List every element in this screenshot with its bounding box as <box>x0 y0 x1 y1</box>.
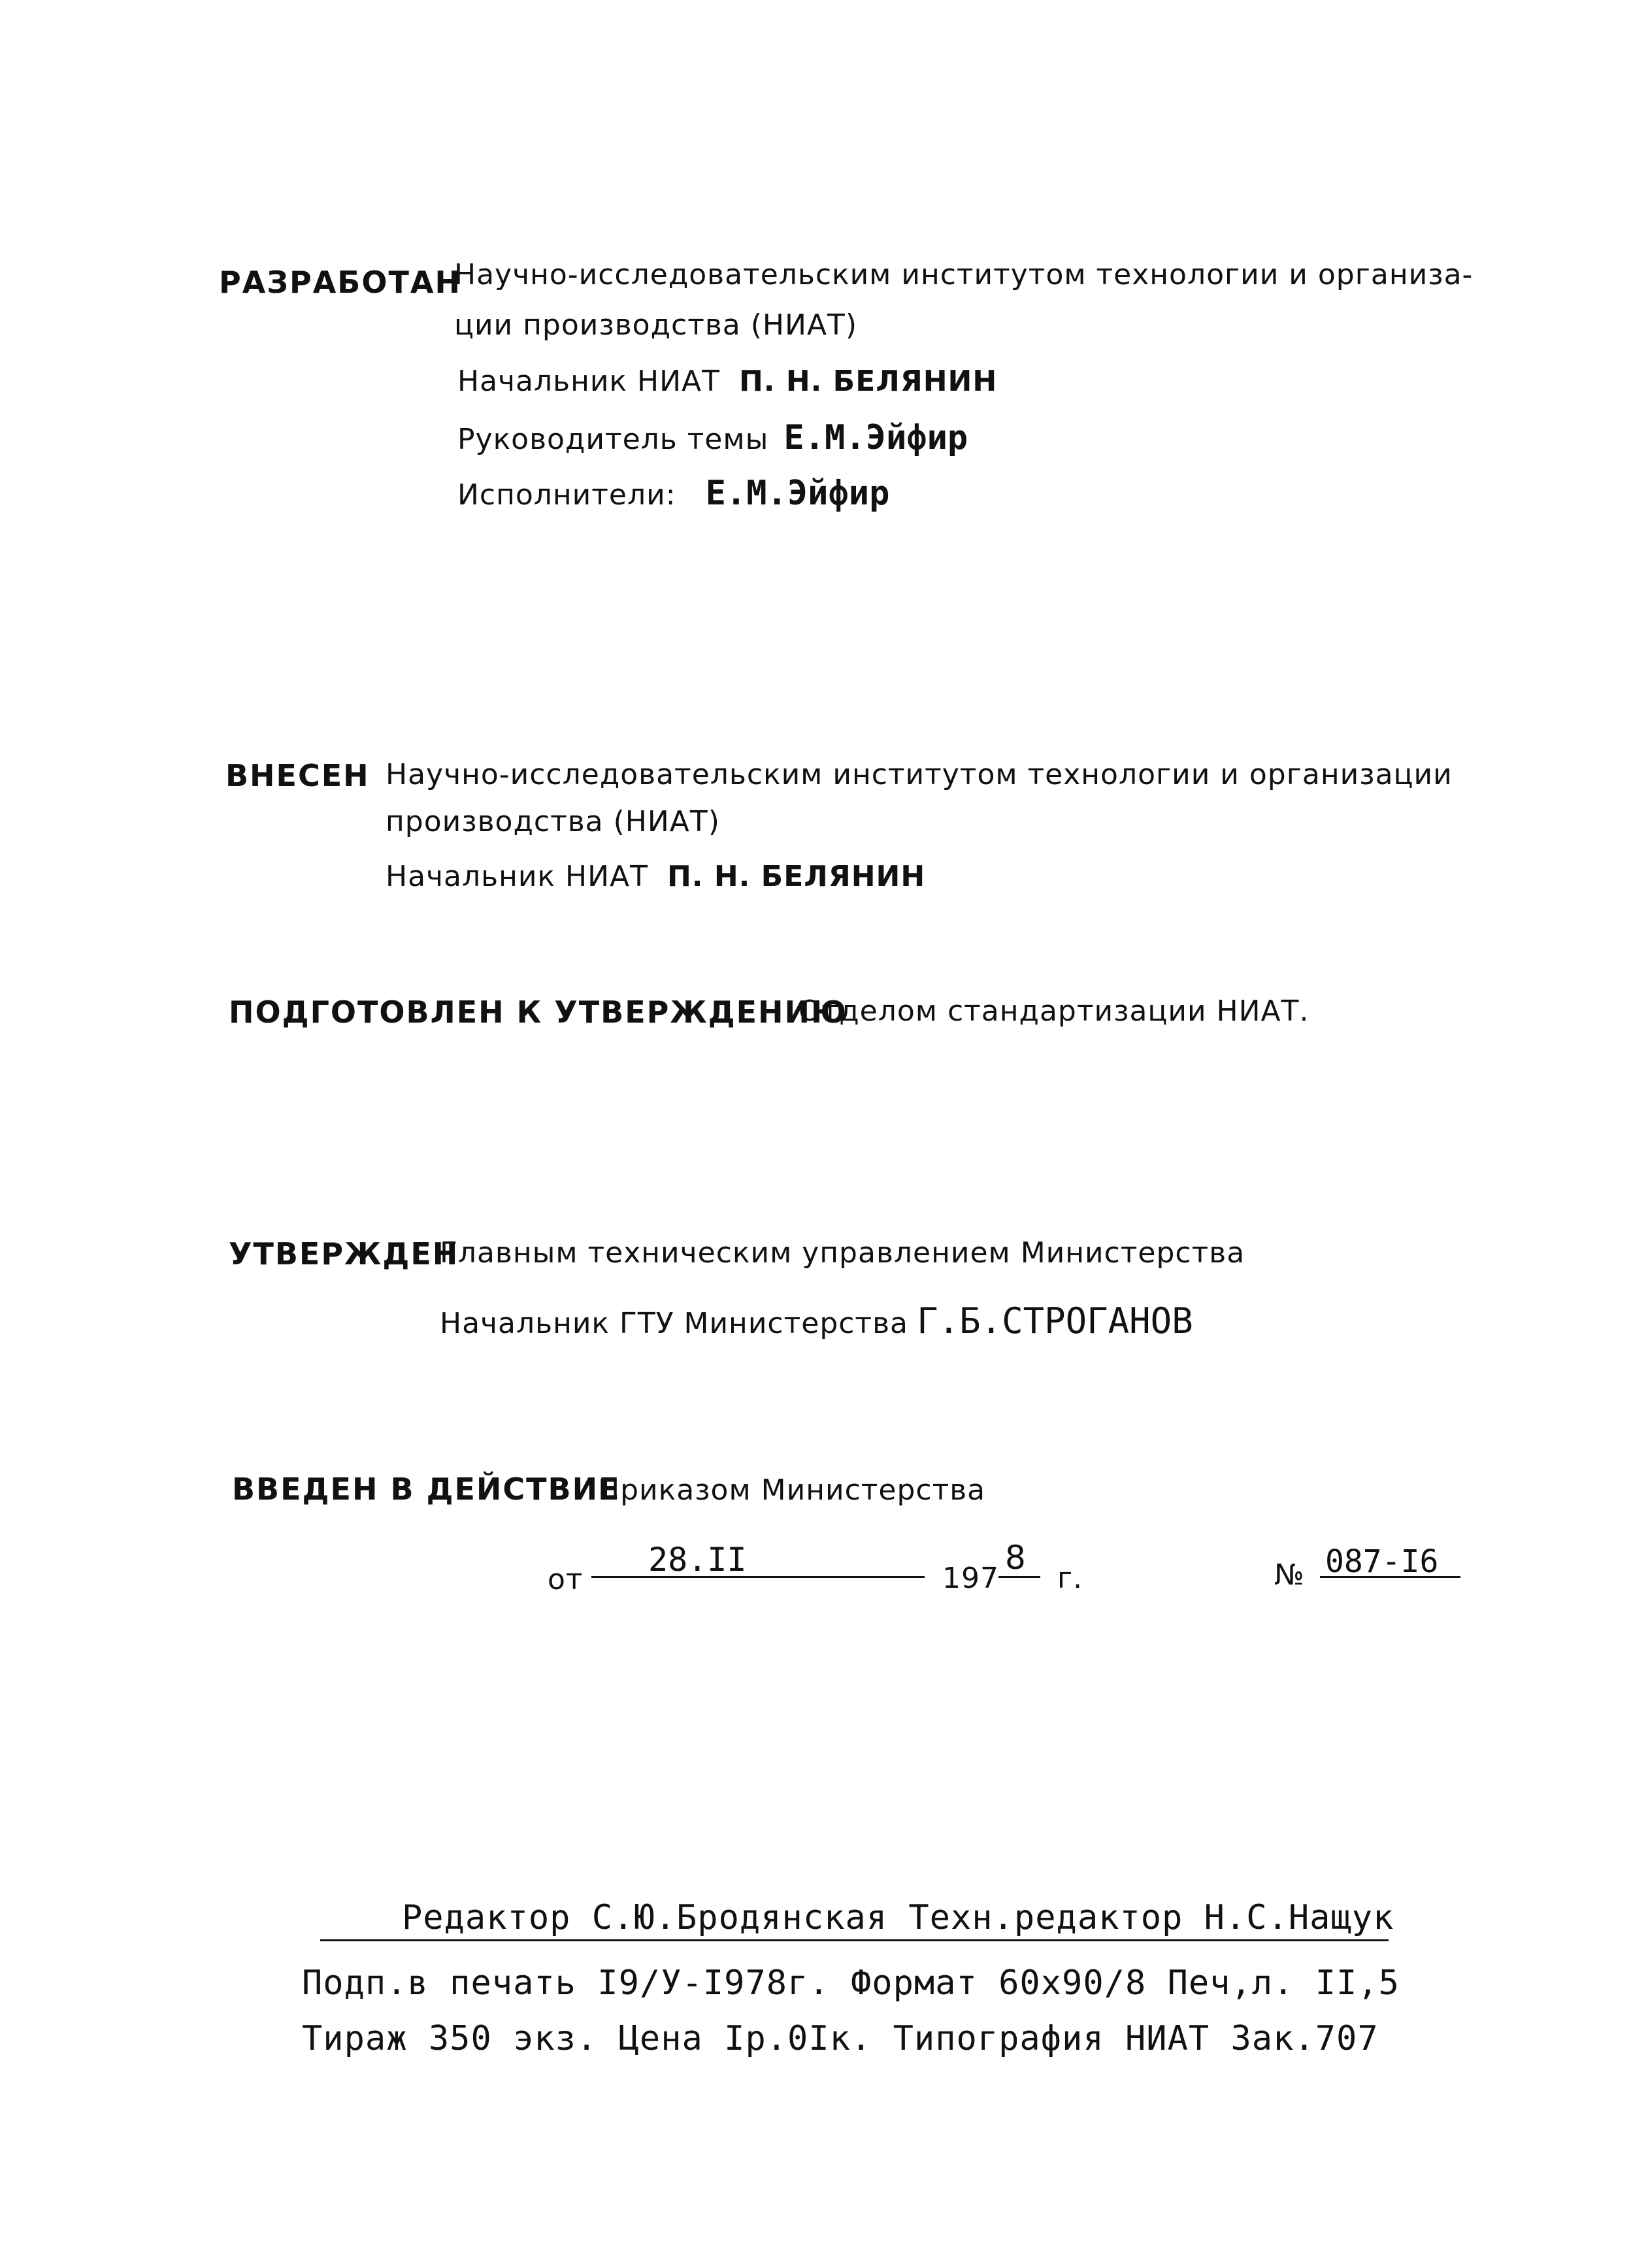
vnesen-line-1: Научно-исследовательским институтом технологии и организации <box>386 758 1453 791</box>
vveden-heading: ВВЕДЕН В ДЕЙСТВИЕ <box>232 1471 621 1507</box>
print-details-line: Подп.в печать I9/У-I978г. Формат 60х90/8 Печ,л. II,5 <box>302 1964 1400 2003</box>
lead-label: Руководитель темы <box>457 423 769 456</box>
year-digit: 8 <box>1005 1539 1027 1577</box>
date-value: 28.II <box>648 1541 747 1579</box>
executors-label: Исполнители: <box>457 478 676 512</box>
vnesen-heading: ВНЕСЕН <box>225 758 370 793</box>
chief-label: Начальник ГТУ Министерства <box>440 1307 908 1340</box>
razrabotan-lead <box>457 418 968 457</box>
utverzhden-chief <box>440 1300 1193 1341</box>
razrabotan-heading: РАЗРАБОТАН <box>219 265 461 300</box>
number-value: 087-I6 <box>1325 1543 1439 1580</box>
year-suffix: г. <box>1057 1562 1083 1595</box>
utverzhden-text: Главным техническим управлением Министерства <box>440 1236 1245 1270</box>
utverzhden-heading: УТВЕРЖДЕН <box>229 1236 459 1272</box>
chief-name: Г.Б.СТРОГАНОВ <box>917 1300 1193 1341</box>
vnesen-line-2: производства (НИАТ) <box>386 805 720 838</box>
year-prefix: 197 <box>942 1562 999 1595</box>
podgotovlen-text: Отделом стандартизации НИАТ. <box>799 994 1310 1028</box>
number-label: № <box>1274 1558 1305 1592</box>
executors-name: Е.М.Эйфир <box>705 474 890 513</box>
chief-label: Начальник НИАТ <box>457 365 720 398</box>
vveden-text: Приказом Министерства <box>598 1473 986 1507</box>
editor-line: Редактор С.Ю.Бродянская Техн.редактор Н.С.Нащук <box>402 1898 1394 1937</box>
chief-label: Начальник НИАТ <box>386 860 648 893</box>
lead-name: Е.М.Эйфир <box>783 418 968 457</box>
date-underline <box>591 1576 925 1578</box>
from-label: от <box>548 1563 584 1596</box>
chief-name: П. Н. БЕЛЯНИН <box>738 365 998 398</box>
razrabotan-line-2: ции производства (НИАТ) <box>454 308 858 342</box>
podgotovlen-heading: ПОДГОТОВЛЕН К УТВЕРЖДЕНИЮ <box>229 994 848 1030</box>
razrabotan-chief <box>457 365 997 398</box>
circulation-line: Тираж 350 экз. Цена Iр.0Iк. Типография НИАТ Зак.707 <box>302 2019 1379 2058</box>
razrabotan-executors <box>457 474 889 513</box>
editor-underline <box>320 1939 1389 1941</box>
vnesen-chief <box>386 860 925 893</box>
razrabotan-line-1: Научно-исследовательским институтом технологии и организа- <box>454 258 1474 291</box>
chief-name: П. Н. БЕЛЯНИН <box>667 860 926 893</box>
